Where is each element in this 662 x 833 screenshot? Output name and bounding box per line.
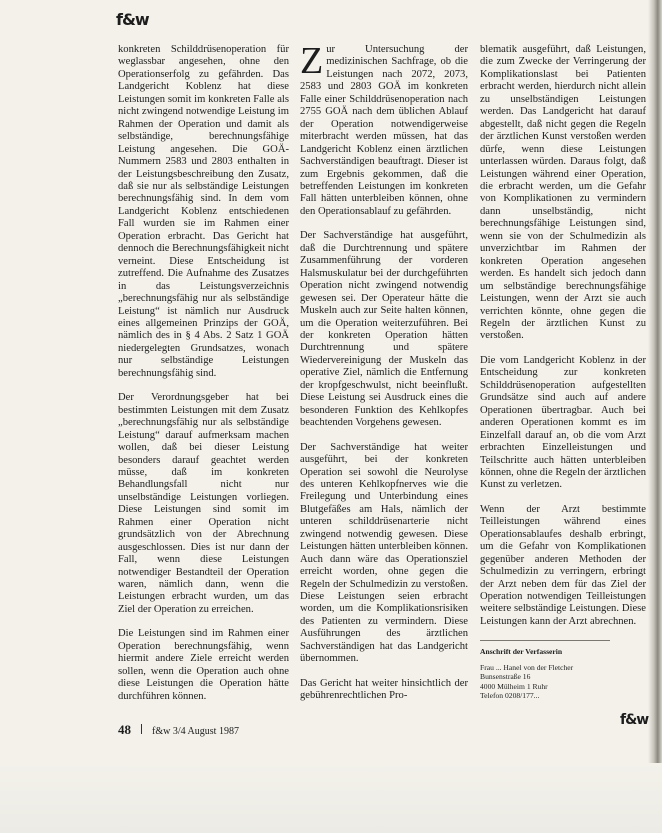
footer-divider [141,724,142,734]
address-divider [480,640,610,641]
address-heading: Anschrift der Verfasserin [480,647,563,657]
drop-cap: Z [300,40,324,82]
paragraph: Das Gericht hat weiter hinsichtlich der gebührenrechtlichen Pro- [300,677,468,702]
paragraph: Zur Untersuchung der medizinischen Sachfrage, ob die Leistungen nach 2072, 2073, 2583 und 2803 GOÄ im konkreten Falle einer Schilddrüsenoperation nach 2755 GOÄ nach dem üblichen Ablauf der Operation notwendigerweise miterbracht werden müssen, hat das Landgericht Koblenz einen ärztlichen Sachverständigen beauftragt. Dieser ist zum Ergebnis gekommen, daß die betreffenden Leistungen im konkreten Fall hätten unterbleiben können, ohne den Operationsablauf zu gefährden. [300,40,468,217]
paragraph: Die Leistungen sind im Rahmen einer Operation berechnungsfähig, wenn hiermit andere Ziele erreicht werden sollen, wenn die Operation auch ohne diese Leistungen die Operation hätte durchführen können. [118,628,289,702]
page-footer [118,722,239,738]
magazine-logo-small: f&w [620,712,649,728]
text-column-1 [118,44,289,715]
address-line: Bunsenstraße 16 [480,672,531,682]
author-address [480,647,646,700]
paragraph: blematik ausgeführt, daß Leistungen, die zum Zwecke der Verringerung der Komplikationslast bei Patienten erbracht werden, hierdurch nicht allein zu unselbständigen Leistungen werden. Das Landgericht hat darauf abgestellt, daß nicht gegen die Regeln der ärztlichen Kunst verstoßen werden dürfe, wenn diese Leistungen unterlassen würden. Daraus folgt, daß Leistungen während einer Operation, die erbracht werden, um die Gefahr von Komplikationen zu vermindern dann unselbständig, nicht berechnungsfähige Leistungen sind, wenn sie von der Schulmedizin als unverzichtbar im Rahmen der konkreten Operation angesehen werden. Es handelt sich jedoch dann um selbständige berechnungsfähige Leistungen, wenn der Arzt sie auch verrichten könnte, ohne gegen die Regeln der ärztlichen Kunst zu verstoßen. [480,44,646,342]
text-column-3 [480,44,646,700]
issue-info: f&w 3/4 August 1987 [152,726,239,737]
paragraph: konkreten Schilddrüsenoperation für weglassbar angesehen, ohne den Operationserfolg zu gefährden. Das Landgericht Koblenz hat diese Leistungen somit im konkreten Falle als nicht zwingend notwendige Leistung im Rahmen der Operation und damit als selbständige, berechnungsfähige Leistung angesehen. Die GOÄ-Nummern 2583 und 2803 enthalten in der Leistungsbeschreibung den Zusatz, daß sie nur als selbständige Leistungen berechnungsfähig sind. In dem vom Landgericht Koblenz entschiedenen Fall wurden sie im Rahmen einer Operation erbracht. Das Gericht hat dennoch die Berechnungsfähigkeit nicht verneint. Diese Entscheidung ist zutreffend. Die Aufnahme des Zusatzes in das Leistungsverzeichnis „berechnungsfähig nur als selbständige Leistung“ ist nämlich nur Ausdruck eines allgemeinen Prinzips der GOÄ, nämlich des in § 4 Abs. 2 Satz 1 GOÄ niedergelegten Grundsatzes, wonach nur selbständige Leistungen berechnungsfähig sind. [118,44,289,379]
page-edge-shadow [648,0,662,833]
paragraph: Der Sachverständige hat ausgeführt, daß die Durchtrennung und spätere Zusammenführung der vorderen Halsmuskulatur bei der durchgeführten Operation nicht zwingend notwendig gewesen sei. Der Operateur hätte die Muskeln auch zur Seite halten können, um die Operation weiterzuführen. Bei der konkreten Operation hätten Durchtrennung und spätere Wiedervereinigung der Muskeln das operative Ziel, nämlich die Entfernung der kropfgeschwulst, nicht beeinflußt. Diese Leistung sei Ausdruck eines die besonderen Funktion des Kehlkopfes beachtenden Vorgehens gewesen. [300,230,468,429]
paragraph: Wenn der Arzt bestimmte Teilleistungen während eines Operationsablaufes deshalb erbringt, um die Gefahr von Komplikationen gegenüber anderen Methoden der Schulmedizin zu verringern, erbringt der Arzt neben dem für das Ziel der Operation notwendigen Teilleistungen weitere selbständige Leistungen. Diese Leistungen kann der Arzt abrechnen. [480,503,646,627]
page-bottom-margin [0,763,662,833]
address-line: Telefon 0208/177... [480,691,540,701]
magazine-logo: f&w [116,10,149,29]
address-line: Frau ... Hanel von der Fletcher [480,662,574,672]
paragraph: Die vom Landgericht Koblenz in der Entscheidung zur konkreten Schilddrüsenoperation aufgestellten Grundsätze sind auch auf andere Operationen übertragbar. Auch bei anderen Operationen kommt es im Einzelfall darauf an, ob die vom Arzt erbrachten Einzelleistungen und Teilschritte auch hätten unterbleiben können, ohne die Regeln der ärztlichen Kunst zu verletzen. [480,354,646,491]
page-number: 48 [118,722,131,737]
address-line: 4000 Mülheim 1 Ruhr [480,681,548,691]
paragraph: Der Sachverständige hat weiter ausgeführt, bei der konkreten Operation sei sowohl die Neurolyse des unteren Kehlkopfnerves wie die Freilegung und Unterbindung eines Blutgefäßes am Hals, nämlich der unteren schilddrüsenarterie nicht zwingend notwendig gewesen. Diese Leistungen hätten unterbleiben können. Auch dann wäre das Operationsziel erreicht worden, ohne gegen die Regeln der Schulmedizin zu verstoßen. Diese Leistungen seien erbracht worden, um die Komplikationsrisiken des Patienten zu vermindern. Diese Ausführungen des ärztlichen Sachverständigen hat das Landgericht übernommen. [300,441,468,665]
text-column-2 [300,40,468,715]
paragraph: Der Verordnungsgeber hat bei bestimmten Leistungen mit dem Zusatz „berechnungsfähig nur als selbständige Leistung“ darauf aufmerksam machen wollen, daß bei dieser Leistung besonders darauf geachtet werden müsse, daß im konkreten Behandlungsfall nicht nur unselbständige Leistungen vorliegen. Diese Leistungen sind somit im Rahmen einer Operation nicht grundsätzlich von der Abrechnung ausgeschlossen. Dies ist nur dann der Fall, wenn diese Leistungen notwendiger Bestandteil der Operation waren, nämlich dann, wenn die Leistungen erbracht wurden, um das Ziel der Operation zu erreichen. [118,392,289,615]
